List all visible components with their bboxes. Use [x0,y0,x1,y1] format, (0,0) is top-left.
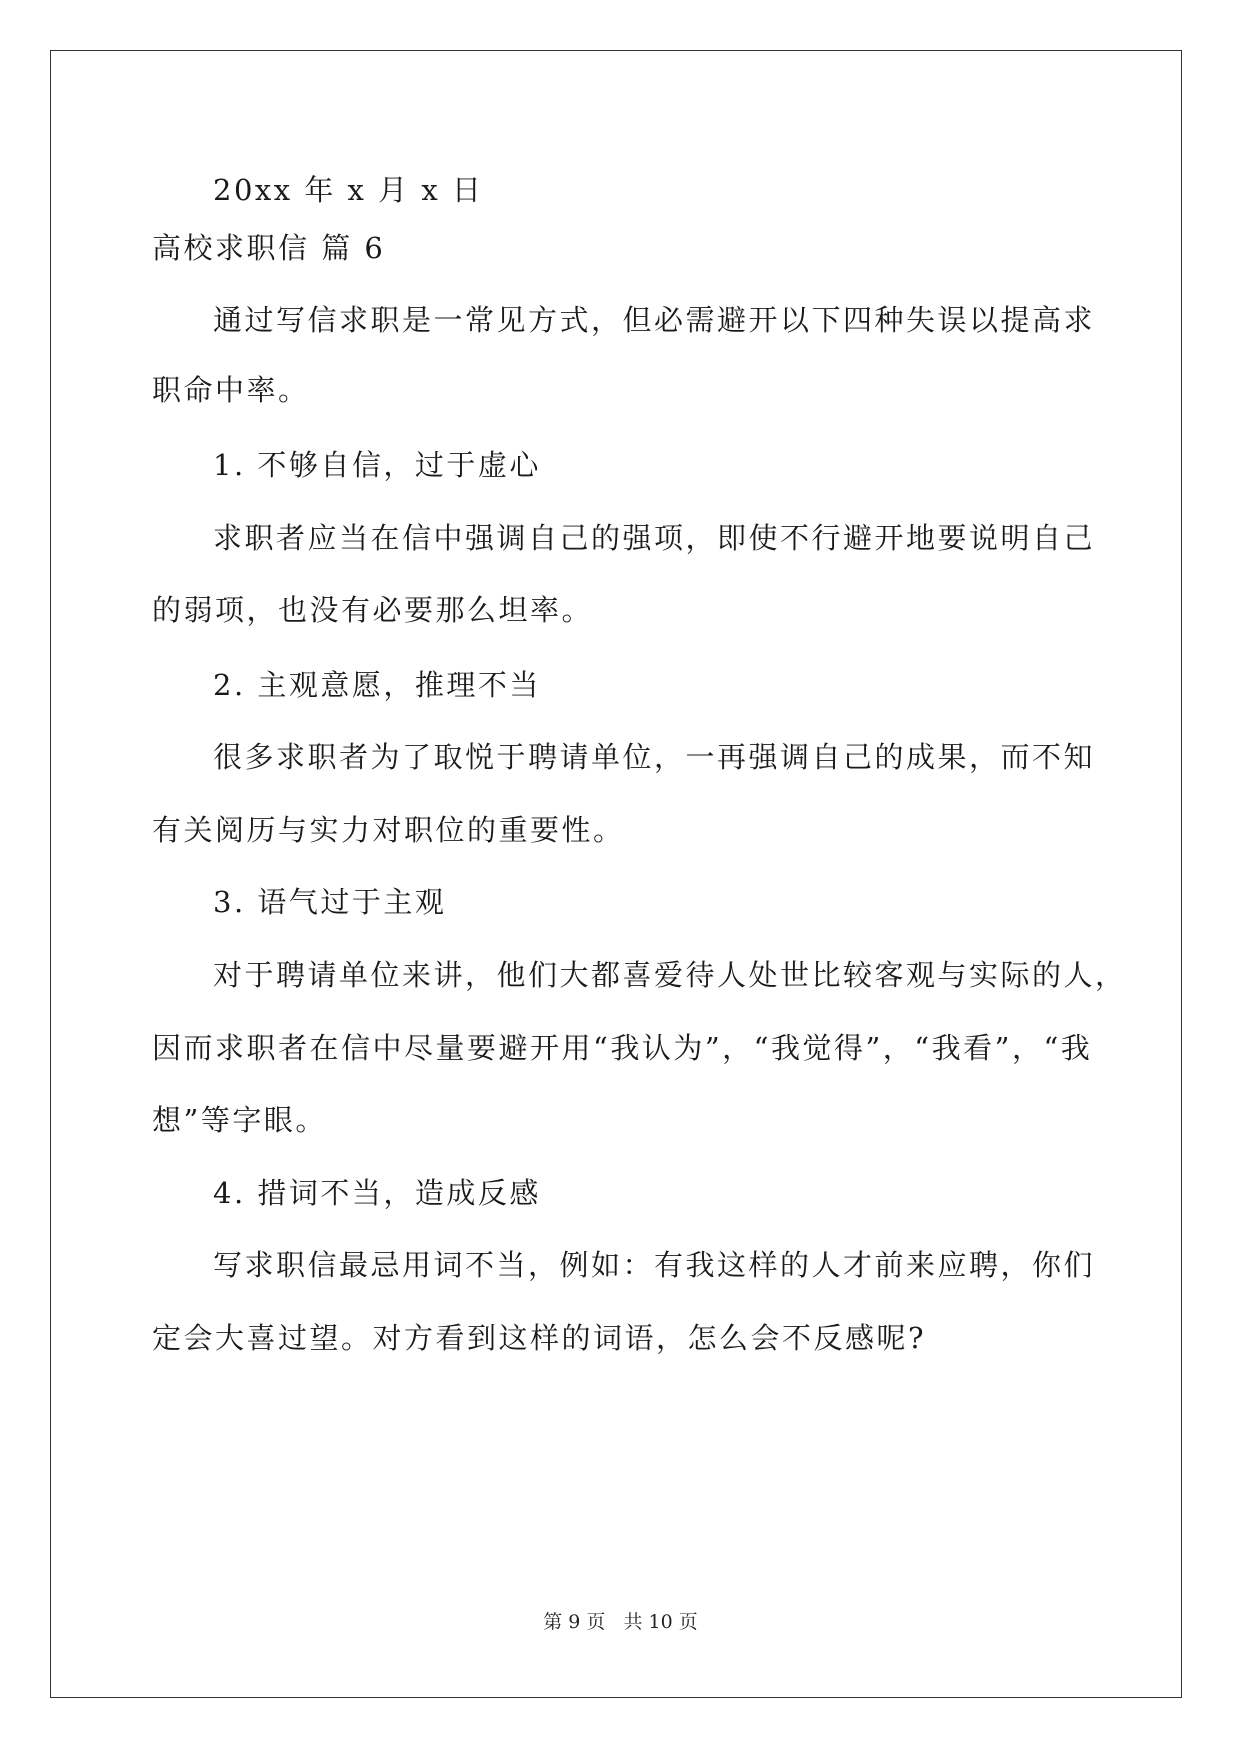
page-border [50,50,1182,1698]
paragraph-line: 因而求职者在信中尽量要避开用“我认为”，“我觉得”，“我看”，“我 [152,1031,1093,1065]
page-footer [0,1610,1241,1634]
page-number-current: 第 9 页 [543,1611,606,1633]
paragraph-line: 写求职信最忌用词不当，例如：有我这样的人才前来应聘，你们 [213,1248,1096,1282]
paragraph-line: 职命中率。 [152,373,310,407]
paragraph-line: 想”等字眼。 [152,1103,327,1137]
paragraph-line: 有关阅历与实力对职位的重要性。 [152,813,625,847]
list-heading: 2. 主观意愿，推理不当 [213,668,541,702]
list-heading: 4. 措词不当，造成反感 [213,1176,541,1210]
paragraph-line: 通过写信求职是一常见方式，但必需避开以下四种失误以提高求 [213,303,1096,337]
page-number-total: 共 10 页 [623,1611,698,1633]
paragraph-line: 对于聘请单位来讲，他们大都喜爱待人处世比较客观与实际的人， [213,958,1127,992]
date-line: 20xx 年 x 月 x 日 [213,173,484,207]
paragraph-line: 很多求职者为了取悦于聘请单位，一再强调自己的成果，而不知 [213,740,1096,774]
paragraph-line: 的弱项，也没有必要那么坦率。 [152,593,594,627]
list-heading: 1. 不够自信，过于虚心 [213,448,541,482]
paragraph-line: 求职者应当在信中强调自己的强项，即使不行避开地要说明自己 [213,521,1096,555]
paragraph-line: 定会大喜过望。对方看到这样的词语，怎么会不反感呢? [152,1321,927,1355]
list-heading: 3. 语气过于主观 [213,885,447,919]
section-title: 高校求职信 篇 6 [152,231,386,265]
